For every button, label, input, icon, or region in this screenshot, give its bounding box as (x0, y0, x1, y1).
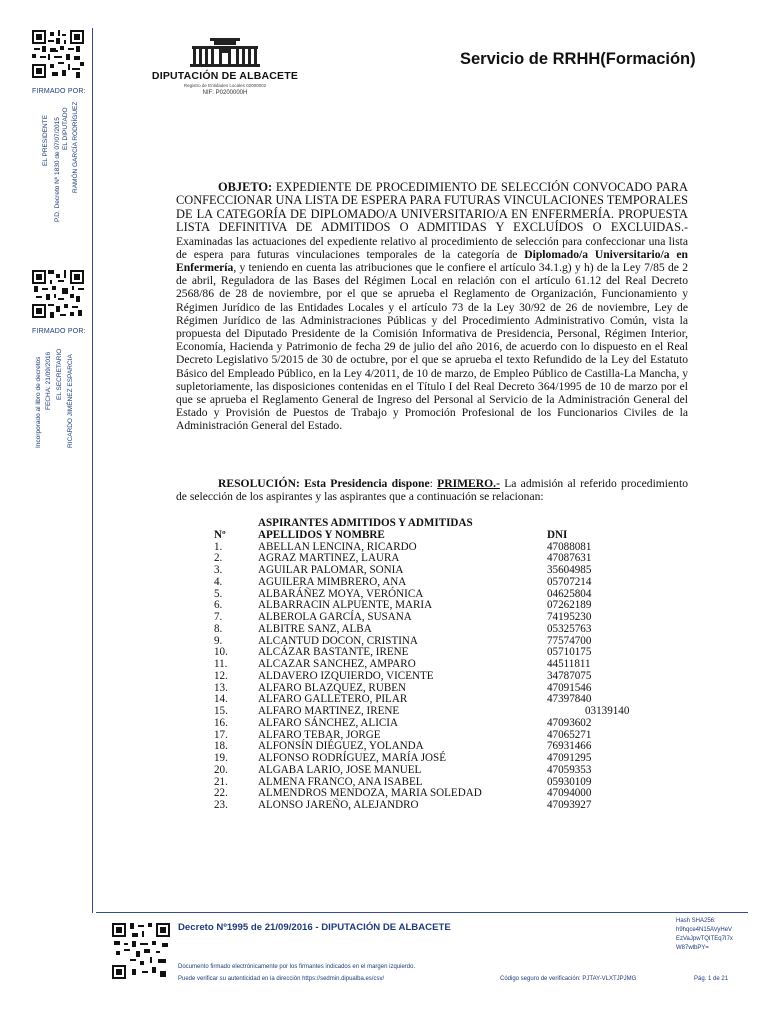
row-number: 10. (214, 646, 228, 659)
row-name: ALBARÁÑEZ MOYA, VERÓNICA (258, 587, 424, 600)
page-number: Pág. 1 de 21 (694, 976, 729, 982)
row-name: ALFARO TEBAR, JORGE (258, 728, 381, 741)
row-name: ALBITRE SANZ, ALBA (258, 622, 372, 635)
row-dni: 47397840 (547, 693, 592, 706)
palace-icon (190, 36, 260, 68)
row-dni: 47093927 (547, 799, 592, 811)
row-number: 3. (214, 564, 223, 576)
objeto-label: OBJETO: (218, 180, 273, 194)
row-name: ALFARO MARTINEZ, IRENE (258, 705, 400, 717)
row-dni: 47088081 (547, 540, 592, 553)
row-dni: 05707214 (547, 575, 592, 588)
row-name: ALFONSÍN DIÉGUEZ, YOLANDA (258, 740, 424, 753)
org-nif: NIF: P0200000H (202, 90, 248, 96)
row-number: 1. (214, 540, 223, 553)
row-name: AGUILAR PALOMAR, SONIA (258, 564, 404, 576)
row-dni: 47087631 (547, 552, 592, 565)
hash-block (676, 917, 733, 953)
objeto-text-2: , y teniendo en cuenta las atribuciones que le confiere el artículo 34.1.g) y h) de la Ley 7/85 de 2 de abril, Reguladora de las Bases del Régimen Local en relación con el artículo 61.12 del Real Decreto 2568/86 de 28 de noviembre, por el que se aprueba el Reglamento de Organización, Funcionamiento y Régimen Jurídico de las Entidades Locales y el artículo 73 de la Ley 30/92 de 26 de noviembre, Ley de Régimen Jurídico de las Administraciones Públicas y del Procedimiento Administrativo Común, vista la propuesta del Diputado Presidente de la Comisión Informativa de Presidencia, Personal, Régimen Interior, Economía, Hacienda y Patrimonio de fecha 29 de julio del año 2016, de acuerdo con lo dispuesto en el Real Decreto Legislativo 5/2015 de 30 de octubre, por el que se aprueba el texto Refundido de la Ley del Estatuto Básico del Empleado Público, en la Ley 4/2011, de 10 de marzo, de Empleo Público de Castilla-La Mancha, y supletoriamente, las disposiciones contenidas en el Título I del Real Decreto 364/1995 de 10 de marzo por el que se aprueba el Reglamento General de Ingreso del Personal al Servicio de la Administración General del Estado y Provisión de Puestos de Trabajo y Promoción Profesional de los Funcionarios Civiles de la Administración General del Estado. (176, 261, 688, 433)
org-registry: Registro de Entidades Locales 02000002 (183, 83, 267, 88)
row-name: ABELLAN LENCINA, RICARDO (258, 540, 417, 553)
row-dni: 05325763 (547, 622, 592, 635)
row-number: 16. (214, 716, 228, 729)
signer-2-line-3: EL SECRETARIO (56, 348, 63, 400)
row-number: 8. (214, 622, 223, 635)
row-number: 12. (214, 669, 228, 682)
signer-1-line-3: EL DIPUTADO (62, 107, 69, 150)
hash-line-1: h9hqce4N15AVyHeV (676, 927, 733, 933)
row-name: ALGABA LARIO, JOSE MANUEL (258, 763, 422, 776)
row-number: 7. (214, 611, 223, 623)
row-name: AGUILERA MIMBRERO, ANA (258, 575, 407, 588)
objeto-heading: EXPEDIENTE DE PROCEDIMIENTO DE SELECCIÓN CONVOCADO PARA CONFECCIONAR UNA LISTA DE ESPERA PARA FUTURAS VINCULACIONES TEMPORALES DE LA CATEGORÍA DE DIPLOMADO/A UNIVERSITARIO/A EN ENFERMERÍA. PROPUESTA LISTA DEFINITIVA DE ADMITIDOS O ADMITIDAS Y EXCLUÍDOS O EXCLUIDAS. (176, 180, 688, 235)
signer-2-line-1: Incorporado al libro de decretos (35, 356, 42, 448)
row-number: 21. (214, 775, 228, 788)
signer-1-line-4: RAMÓN GARCÍA RODRÍGUEZ (72, 101, 79, 193)
org-name: DIPUTACIÓN DE ALBACETE (151, 70, 299, 82)
row-dni: 03139140 (585, 705, 630, 717)
resolucion-paragraph (176, 477, 688, 503)
row-dni: 07262189 (547, 599, 592, 612)
objeto-paragraph (176, 181, 688, 433)
row-number: 14. (214, 693, 228, 706)
signature-qr-code-1 (32, 30, 84, 78)
resolucion-label: RESOLUCIÓN: (218, 477, 300, 490)
row-dni: 76931466 (547, 740, 592, 753)
row-dni: 44511811 (547, 658, 591, 670)
col-header-number: Nº (214, 528, 226, 541)
row-name: ALONSO JAREÑO, ALEJANDRO (258, 799, 419, 811)
row-number: 15. (214, 705, 228, 717)
document-footer (96, 912, 748, 991)
row-name: ALMENA FRANCO, ANA ISABEL (258, 775, 423, 788)
row-name: AGRAZ MARTINEZ, LAURA (258, 552, 400, 565)
service-title: Servicio de RRHH(Formación) (460, 50, 696, 68)
margin-divider (92, 28, 93, 913)
row-name: ALBARRACIN ALPUENTE, MARIA (258, 599, 433, 612)
row-name: ALCANTUD DOCON, CRISTINA (258, 634, 418, 647)
row-dni: 47094000 (547, 787, 592, 800)
row-name: ALFARO GALLETERO, PILAR (258, 693, 408, 706)
verification-qr-code (112, 923, 170, 979)
row-dni: 47093602 (547, 716, 592, 729)
row-number: 5. (214, 587, 223, 600)
resolucion-primero: PRIMERO.- (437, 477, 500, 490)
col-header-dni: DNI (547, 528, 568, 541)
row-number: 11. (214, 658, 228, 670)
row-number: 22. (214, 787, 228, 800)
list-title: ASPIRANTES ADMITIDOS Y ADMITIDAS (258, 517, 473, 529)
row-name: ALBEROLA GARCÍA, SUSANA (258, 611, 412, 623)
resolucion-text: La admisión al referido procedimiento de selección de los aspirantes y las aspirantes que a continuación se relacionan: (176, 477, 688, 504)
verify-url[interactable]: Puede verificar su autenticidad en la dirección https://sedmin.dipualba.es/csv/ (178, 976, 385, 982)
row-name: ALDAVERO IZQUIERDO, VICENTE (258, 669, 434, 682)
row-dni: 35604985 (547, 564, 592, 576)
row-number: 18. (214, 740, 228, 753)
row-dni: 47065271 (547, 728, 592, 741)
row-number: 19. (214, 752, 228, 764)
row-number: 4. (214, 575, 223, 588)
col-header-name: APELLIDOS Y NOMBRE (258, 528, 385, 541)
row-number: 2. (214, 552, 223, 565)
row-number: 6. (214, 599, 223, 612)
row-number: 13. (214, 681, 228, 694)
row-dni: 74195230 (547, 611, 592, 623)
row-name: ALMENDROS MENDOZA, MARIA SOLEDAD (258, 787, 482, 800)
hash-label: Hash SHA256: (676, 918, 716, 924)
row-dni: 77574700 (547, 634, 592, 647)
row-number: 23. (214, 799, 228, 811)
signer-1-line-1: EL PRESIDENTE (42, 114, 49, 166)
objeto-bold-term: Diplomado/a Universitario/a en Enfermería (176, 247, 688, 275)
row-dni: 05930109 (547, 775, 592, 788)
signer-1-label: FIRMADO POR: (32, 88, 86, 95)
row-name: ALFONSO RODRÍGUEZ, MARÍA JOSÉ (258, 752, 446, 764)
row-number: 17. (214, 728, 228, 741)
row-dni: 04625804 (547, 587, 592, 600)
row-dni: 34787075 (547, 669, 592, 682)
row-dni: 47059353 (547, 763, 592, 776)
signature-qr-code-2 (32, 270, 84, 318)
row-name: ALFARO SÁNCHEZ, ALICIA (258, 716, 399, 729)
row-dni: 47091546 (547, 681, 592, 694)
row-number: 20. (214, 763, 228, 776)
decree-title: Decreto Nº1995 de 21/09/2016 - DIPUTACIÓN DE ALBACETE (178, 922, 451, 933)
signer-1-line-2: P.D. Decreto Nº 1830 de 07/07/2015 (54, 117, 61, 222)
signer-2-line-2: FECHA: 21/09/2016 (45, 351, 52, 410)
hash-line-3: W87wlbPY= (676, 945, 709, 951)
row-name: ALFARO BLAZQUEZ, RUBEN (258, 681, 407, 694)
resolucion-colon: : (429, 477, 433, 490)
row-name: ALCAZAR SANCHEZ, AMPARO (258, 658, 416, 670)
objeto-text-1: - Examinadas las actuaciones del expediente relativo al procedimiento de selección para confeccionar una lista de espera para futuras vinculaciones temporales de la categoría de (176, 221, 688, 261)
resolucion-dispone: Esta Presidencia dispone (304, 477, 430, 490)
row-dni: 47091295 (547, 752, 592, 764)
row-number: 9. (214, 634, 223, 647)
row-name: ALCÁZAR BASTANTE, IRENE (258, 646, 409, 659)
signer-2-label: FIRMADO POR: (32, 328, 86, 335)
footer-note-1: Documento firmado electrónicamente por los firmantes indicados en el margen izquierdo. (178, 964, 416, 970)
signer-2-line-4: RICARDO JIMÉNEZ ESPARCIA (67, 354, 74, 448)
hash-line-2: EzVaJpwTQITEq7I7x (676, 936, 733, 942)
org-logo (150, 36, 300, 73)
row-dni: 05710175 (547, 646, 592, 659)
verification-code: Código seguro de verificación: PJTAY-VLXTJPJMG (500, 976, 637, 982)
